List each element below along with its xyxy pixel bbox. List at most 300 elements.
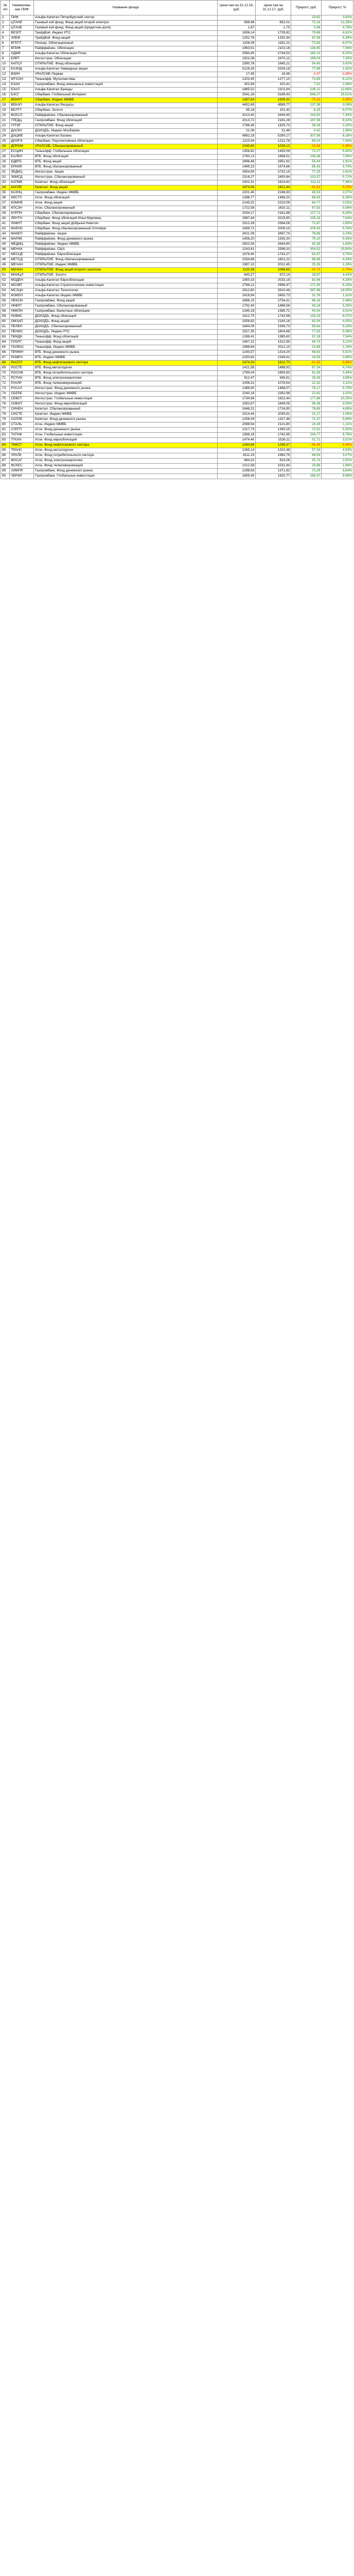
price-start: 2301,08 bbox=[218, 57, 256, 62]
fund-name: Атон. Сбалансированный bbox=[34, 206, 218, 211]
price-end: 1825,73 bbox=[256, 124, 291, 129]
row-number: 35 bbox=[1, 191, 10, 196]
fund-code: РУСАЛ bbox=[10, 386, 34, 392]
price-start: 1489,23 bbox=[218, 165, 256, 170]
row-number: 88 bbox=[1, 464, 10, 469]
price-change: 66,56 bbox=[291, 258, 322, 263]
row-number: 41 bbox=[1, 222, 10, 227]
price-change: 71,67 bbox=[291, 222, 322, 227]
percent-change: 2,46% bbox=[322, 299, 353, 304]
price-end: 16,98 bbox=[256, 72, 291, 77]
price-end: 2644,90 bbox=[256, 242, 291, 247]
price-start: 1317,73 bbox=[218, 428, 256, 433]
fund-code: ЧЕРКИ bbox=[10, 474, 34, 479]
fund-code: МЕТСД bbox=[10, 258, 34, 263]
price-change: 7,52 bbox=[291, 82, 322, 88]
fund-code: ТМКСТ bbox=[10, 443, 34, 448]
price-start: 1592,67 bbox=[218, 402, 256, 407]
fund-code: МИАКН bbox=[10, 268, 34, 273]
percent-change: 1,05% bbox=[322, 412, 353, 417]
price-change: 51,71 bbox=[291, 438, 322, 443]
price-end: 1660,79 bbox=[256, 453, 291, 459]
fund-name: Сбербанк. Фонд облигаций Илья Муромец bbox=[34, 216, 218, 222]
price-change: 79,17 bbox=[291, 386, 322, 392]
row-number: 65 bbox=[1, 345, 10, 350]
table-row bbox=[1, 222, 353, 227]
fund-code: ДИЗРЭ bbox=[10, 139, 34, 144]
percent-change: 1,91% bbox=[322, 160, 353, 165]
table-row bbox=[1, 355, 353, 361]
price-change: 95,64 bbox=[291, 325, 322, 330]
price-change: 94,18 bbox=[291, 304, 322, 309]
table-row bbox=[1, 263, 353, 268]
price-start: 1678,40 bbox=[218, 252, 256, 258]
percent-change: 2,20% bbox=[322, 124, 353, 129]
price-end: 1898,51 bbox=[256, 155, 291, 160]
fund-code: ВГЕПТ bbox=[10, 41, 34, 46]
fund-code: КОМНЕ bbox=[10, 201, 34, 206]
price-change: 57,34 bbox=[291, 448, 322, 453]
table-row bbox=[1, 412, 353, 417]
fund-name: Альфа-Капитал Технологии bbox=[34, 289, 218, 294]
row-number: 67 bbox=[1, 355, 10, 361]
fund-name: Ингосстрах. Облигации bbox=[34, 57, 218, 62]
row-number: 3 bbox=[1, 26, 10, 31]
fund-name: Сбербанк. Глобальный Интернет bbox=[34, 93, 218, 98]
table-row bbox=[1, 103, 353, 108]
fund-code: ОДМЕ bbox=[10, 52, 34, 57]
table-row bbox=[1, 242, 353, 247]
price-end: 1181,22 bbox=[256, 41, 291, 46]
row-number: 82 bbox=[1, 433, 10, 438]
fund-code: ВПИФ bbox=[10, 46, 34, 52]
price-end: 1735,82 bbox=[256, 31, 291, 36]
fund-code: ВЗИН bbox=[10, 72, 34, 77]
price-change: -19,48 bbox=[291, 144, 322, 149]
percent-change: 4,74% bbox=[322, 366, 353, 371]
percent-change: 3,75% bbox=[322, 252, 353, 258]
row-number: 66 bbox=[1, 350, 10, 355]
fund-code: КПСЗН bbox=[10, 206, 34, 211]
fund-name: Газпромбанк. Фонд смешанных инвестиций bbox=[34, 82, 218, 88]
fund-code: МЕДИЦ bbox=[10, 242, 34, 247]
price-start: 2418,94 bbox=[218, 294, 256, 299]
price-end: 2470,12 bbox=[256, 57, 291, 62]
row-number: 71 bbox=[1, 376, 10, 381]
price-end: 1314,20 bbox=[256, 350, 291, 355]
percent-change: -3,46% bbox=[322, 443, 353, 448]
percent-change: -1,86% bbox=[322, 144, 353, 149]
fund-code: БЗАЙ bbox=[10, 82, 34, 88]
price-end: 1614,42 bbox=[256, 180, 291, 185]
price-start: 1467,22 bbox=[218, 340, 256, 345]
fund-code: МЭКЕН bbox=[10, 294, 34, 299]
row-number: 20 bbox=[1, 113, 10, 118]
fund-code: ХИМПР bbox=[10, 469, 34, 474]
fund-code: СЕВСТ bbox=[10, 397, 34, 402]
price-end: 310,41 bbox=[256, 82, 291, 88]
fund-name: Сбербанк. Сбалансированный bbox=[34, 211, 218, 216]
row-number: 1 bbox=[1, 15, 10, 21]
price-start: 588,48 bbox=[218, 21, 256, 26]
percent-change: 1,52% bbox=[322, 67, 353, 72]
table-row bbox=[1, 443, 353, 448]
percent-change: 1,99% bbox=[322, 129, 353, 134]
price-end: 1912,44 bbox=[256, 397, 291, 402]
fund-code: ТГКАН bbox=[10, 438, 34, 443]
table-row bbox=[1, 422, 353, 428]
col-change-header: Прирост, руб. bbox=[291, 1, 322, 15]
price-end: 2744,53 bbox=[256, 52, 291, 57]
fund-name: Ингосстрах. Глобальные инвестиции bbox=[34, 397, 218, 402]
price-start: 1648,21 bbox=[218, 407, 256, 412]
percent-change: 3,65% bbox=[322, 376, 353, 381]
row-number: 38 bbox=[1, 206, 10, 211]
table-row bbox=[1, 258, 353, 263]
price-end: 1327,46 bbox=[256, 417, 291, 422]
price-end: 2450,84 bbox=[256, 175, 291, 180]
table-row bbox=[1, 52, 353, 57]
row-number: 36 bbox=[1, 196, 10, 201]
fund-name: Атон. Фонд облигаций bbox=[34, 196, 218, 201]
fund-code: ПИКДН bbox=[10, 335, 34, 340]
price-end: 1649,05 bbox=[256, 402, 291, 407]
percent-change: 8,32% bbox=[322, 118, 353, 124]
price-change: 39,28 bbox=[291, 124, 322, 129]
fund-name: Тинькофф. Мультиактивы bbox=[34, 77, 218, 82]
row-number: 62 bbox=[1, 330, 10, 335]
percent-change: 12,26% bbox=[322, 21, 353, 26]
percent-change: 5,08% bbox=[322, 206, 353, 211]
table-row bbox=[1, 62, 353, 67]
price-change: 77,25 bbox=[291, 170, 322, 175]
table-row bbox=[1, 366, 353, 371]
percent-change: 3,07% bbox=[322, 453, 353, 459]
percent-change: 6,57% bbox=[322, 108, 353, 113]
price-start: 2654,90 bbox=[218, 170, 256, 175]
row-number: 47 bbox=[1, 252, 10, 258]
price-start: 1588,18 bbox=[218, 433, 256, 438]
price-start: 1398,77 bbox=[218, 196, 256, 201]
row-number: 10 bbox=[1, 62, 10, 67]
fund-name: Альфа-Капитал Ресурсы bbox=[34, 103, 218, 108]
fund-name: ДОХОДЪ. Фонд облигаций bbox=[34, 314, 218, 319]
fund-code: РСТИН bbox=[10, 376, 34, 381]
price-start: 1722,58 bbox=[218, 206, 256, 211]
price-end: 652,01 bbox=[256, 21, 291, 26]
percent-change: 1,63% bbox=[322, 242, 353, 247]
percent-change: 5,08% bbox=[322, 330, 353, 335]
price-change: 54,45 bbox=[291, 62, 322, 67]
row-number: 54 bbox=[1, 289, 10, 294]
fund-code: ПРИМН bbox=[10, 350, 34, 355]
fund-name: ДОХОДЪ. Фонд акций bbox=[34, 319, 218, 325]
price-change: 77,88 bbox=[291, 67, 322, 72]
price-end: 1850,63 bbox=[256, 371, 291, 376]
fund-code: ЕДВТБ bbox=[10, 160, 34, 165]
fund-name: ВТБ. Фонд денежного рынка bbox=[34, 350, 218, 355]
price-change: 21,17 bbox=[291, 412, 322, 417]
price-end: 2754,31 bbox=[256, 299, 291, 304]
percent-change: 1,31% bbox=[322, 294, 353, 299]
row-number: 83 bbox=[1, 438, 10, 443]
percent-change: 25,51% bbox=[322, 93, 353, 98]
price-change: -30,73 bbox=[291, 268, 322, 273]
row-number: 85 bbox=[1, 448, 10, 453]
price-change: 40,54 bbox=[291, 309, 322, 314]
price-start: 1865,52 bbox=[218, 88, 256, 93]
row-number: 56 bbox=[1, 299, 10, 304]
price-start: 1245,57 bbox=[218, 350, 256, 355]
row-number: 64 bbox=[1, 340, 10, 345]
price-change: 22,82 bbox=[291, 392, 322, 397]
price-end: 2121,80 bbox=[256, 422, 291, 428]
row-number: 61 bbox=[1, 325, 10, 330]
fund-code: СОЛЛЕ bbox=[10, 417, 34, 422]
fund-code: ДАСКН bbox=[10, 129, 34, 134]
price-end: 2009,15 bbox=[256, 227, 291, 232]
table-row bbox=[1, 345, 353, 350]
price-change: 154,77 bbox=[291, 433, 322, 438]
price-end: 1604,88 bbox=[256, 330, 291, 335]
row-number: 7 bbox=[1, 46, 10, 52]
price-start: 1474,40 bbox=[218, 438, 256, 443]
percent-change: 7,64% bbox=[322, 216, 353, 222]
price-end: 1820,77 bbox=[256, 474, 291, 479]
price-end: 1908,32 bbox=[256, 98, 291, 103]
price-start: 2896,48 bbox=[218, 160, 256, 165]
fund-code: СБЕРБ bbox=[10, 392, 34, 397]
table-row bbox=[1, 474, 353, 479]
fund-code: ДАЦМЕ bbox=[10, 134, 34, 139]
price-start: 3421,08 bbox=[218, 232, 256, 237]
price-change: 76,69 bbox=[291, 407, 322, 412]
price-start: 1120,38 bbox=[218, 268, 256, 273]
price-change: 73,65 bbox=[291, 77, 322, 82]
price-end: 1574,66 bbox=[256, 165, 291, 170]
price-change: 73,27 bbox=[291, 149, 322, 155]
row-number: 79 bbox=[1, 417, 10, 422]
row-number: 77 bbox=[1, 407, 10, 412]
fund-code: РОСТЕ bbox=[10, 366, 34, 371]
percent-change: 5,51% bbox=[322, 350, 353, 355]
price-change: 67,34 bbox=[291, 366, 322, 371]
percent-change: 5,40% bbox=[322, 149, 353, 155]
table-row bbox=[1, 82, 353, 88]
fund-code: ПИФ bbox=[10, 15, 34, 21]
table-row bbox=[1, 433, 353, 438]
table-row bbox=[1, 304, 353, 309]
price-end: 2951,92 bbox=[256, 160, 291, 165]
percent-change: 5,25% bbox=[322, 304, 353, 309]
fund-name: Атон. Фонд электроэнергетики bbox=[34, 459, 218, 464]
price-end: 2210,09 bbox=[256, 201, 291, 206]
price-start: 5126,30 bbox=[218, 67, 256, 72]
percent-change: 5,74% bbox=[322, 165, 353, 170]
fund-name: Атон. Фонд еврооблигаций bbox=[34, 438, 218, 443]
price-change: -46,49 bbox=[291, 443, 322, 448]
fund-name: ОТКРЫТИЕ. Фонд сбалансированный bbox=[34, 258, 218, 263]
row-number: 58 bbox=[1, 309, 10, 314]
table-row bbox=[1, 417, 353, 422]
price-start: 1527,35 bbox=[218, 330, 256, 335]
fund-name: Газпромбанк. Глобальные инвестиции bbox=[34, 474, 218, 479]
percent-change: 4,34% bbox=[322, 258, 353, 263]
percent-change: 4,53% bbox=[322, 448, 353, 453]
fund-name: ВТБ. Фонд сбалансированный bbox=[34, 165, 218, 170]
percent-change: 7,35% bbox=[322, 57, 353, 62]
price-start: 1950,33 bbox=[218, 278, 256, 283]
table-row bbox=[1, 294, 353, 299]
fund-code: КАПЛЕ bbox=[10, 185, 34, 191]
price-change: 354,52 bbox=[291, 247, 322, 252]
price-change: 72,83 bbox=[291, 41, 322, 46]
percent-change: 1,02% bbox=[322, 392, 353, 397]
price-start: 1534,66 bbox=[218, 258, 256, 263]
row-number: 5 bbox=[1, 36, 10, 41]
price-end: 1512,95 bbox=[256, 340, 291, 345]
percent-change: 2,11% bbox=[322, 381, 353, 386]
table-row bbox=[1, 15, 353, 21]
fund-name: Райффайзен. Еврооблигации bbox=[34, 252, 218, 258]
price-end: 2598,33 bbox=[256, 247, 291, 252]
percent-change: 3,01% bbox=[322, 309, 353, 314]
price-change: 18,86 bbox=[291, 464, 322, 469]
table-row bbox=[1, 67, 353, 72]
row-number: 86 bbox=[1, 453, 10, 459]
table-row bbox=[1, 283, 353, 289]
fund-code: ЭЛЕФ bbox=[10, 36, 34, 41]
percent-change: 1,86% bbox=[322, 464, 353, 469]
price-start: 1734,58 bbox=[218, 397, 256, 402]
fund-code: МАКЕП bbox=[10, 232, 34, 237]
table-row bbox=[1, 165, 353, 170]
price-start: 2786,12 bbox=[218, 283, 256, 289]
table-row bbox=[1, 330, 353, 335]
price-end: 1939,73 bbox=[256, 325, 291, 330]
price-change: 85,43 bbox=[291, 165, 322, 170]
price-change: 236,12 bbox=[291, 88, 322, 93]
table-row bbox=[1, 289, 353, 294]
price-change: -61,63 bbox=[291, 361, 322, 366]
price-change: 62,87 bbox=[291, 252, 322, 258]
price-end: 3910,48 bbox=[256, 289, 291, 294]
row-number: 30 bbox=[1, 165, 10, 170]
percent-change: 10,25% bbox=[322, 397, 353, 402]
fund-code: КАПСЛ bbox=[10, 62, 34, 67]
percent-change: 2,91% bbox=[322, 459, 353, 464]
fund-name: УРАЛСИБ Первая bbox=[34, 72, 218, 77]
percent-change: 2,48% bbox=[322, 82, 353, 88]
price-start: 1874,06 bbox=[218, 185, 256, 191]
row-number: 2 bbox=[1, 21, 10, 26]
price-start: 1611,25 bbox=[218, 453, 256, 459]
fund-code: ЛИФЛТ bbox=[10, 222, 34, 227]
percent-change: 7,46% bbox=[322, 180, 353, 185]
row-number: 51 bbox=[1, 273, 10, 278]
price-end: 1078,54 bbox=[256, 381, 291, 386]
fund-code: КИСТЛ bbox=[10, 196, 34, 201]
price-end: 5204,18 bbox=[256, 67, 291, 72]
percent-change: 3,08% bbox=[322, 103, 353, 108]
row-number: 59 bbox=[1, 314, 10, 319]
percent-change: 2,91% bbox=[322, 170, 353, 175]
table-row bbox=[1, 113, 353, 118]
table-row bbox=[1, 278, 353, 283]
price-start: 1612,75 bbox=[218, 314, 256, 319]
price-end: 1322,48 bbox=[256, 448, 291, 453]
price-start: 1988,64 bbox=[218, 345, 256, 350]
percent-change: 18,05% bbox=[322, 289, 353, 294]
fund-code: МЕСЦЕ bbox=[10, 252, 34, 258]
price-end: 2101,64 bbox=[256, 88, 291, 93]
table-row bbox=[1, 88, 353, 93]
price-end: 1612,70 bbox=[256, 361, 291, 366]
price-start: 1012,58 bbox=[218, 464, 256, 469]
col-pct-header: Прирост, % bbox=[322, 1, 353, 15]
table-row bbox=[1, 26, 353, 31]
fund-code: КАЗНЦ bbox=[10, 191, 34, 196]
fund-code: ВЕКАП bbox=[10, 103, 34, 108]
price-start: 1421,58 bbox=[218, 366, 256, 371]
price-start: 1655,40 bbox=[218, 474, 256, 479]
price-change: -61,62 bbox=[291, 185, 322, 191]
price-start: 1265,14 bbox=[218, 448, 256, 453]
fund-name: Райффайзен. Облигации bbox=[34, 46, 218, 52]
price-end: 945,81 bbox=[256, 376, 291, 381]
row-number: 73 bbox=[1, 386, 10, 392]
table-row bbox=[1, 469, 353, 474]
price-change: 15,62 bbox=[291, 15, 322, 21]
price-start: 1792,40 bbox=[218, 304, 256, 309]
fund-name: ДОХОДЪ. Сбалансированный bbox=[34, 325, 218, 330]
price-end: 2169,41 bbox=[256, 355, 291, 361]
row-number: 45 bbox=[1, 242, 10, 247]
fund-code: ПЛЗЛТ bbox=[10, 340, 34, 345]
table-row bbox=[1, 459, 353, 464]
fund-code: ПЕЛЕН bbox=[10, 325, 34, 330]
percent-change: 5,68% bbox=[322, 417, 353, 422]
row-number: 23 bbox=[1, 129, 10, 134]
price-change: 76,66 bbox=[291, 232, 322, 237]
row-number: 76 bbox=[1, 402, 10, 407]
price-end: 1724,90 bbox=[256, 407, 291, 412]
percent-change: 9,99% bbox=[322, 474, 353, 479]
price-change: 42,35 bbox=[291, 242, 322, 247]
row-number: 13 bbox=[1, 77, 10, 82]
price-change: 18,59 bbox=[291, 355, 322, 361]
price-end: 1742,98 bbox=[256, 314, 291, 319]
percent-change: 2,85% bbox=[322, 222, 353, 227]
percent-change: 3,42% bbox=[322, 62, 353, 67]
fund-name: Альфа-Капитал Баланс bbox=[34, 134, 218, 139]
price-change: 71,37 bbox=[291, 417, 322, 422]
price-end: 1385,60 bbox=[256, 335, 291, 340]
price-end: 2102,16 bbox=[256, 46, 291, 52]
table-row bbox=[1, 98, 353, 103]
table-row bbox=[1, 211, 353, 216]
table-row bbox=[1, 36, 353, 41]
price-start: 1899,72 bbox=[218, 227, 256, 232]
row-number: 22 bbox=[1, 124, 10, 129]
table-row bbox=[1, 309, 353, 314]
row-number: 11 bbox=[1, 67, 10, 72]
percent-change: 5,39% bbox=[322, 36, 353, 41]
price-end: 1390,25 bbox=[256, 428, 291, 433]
col-name-header: Название фонда bbox=[34, 1, 218, 15]
fund-name: ОТКРЫТИЕ. Фонд облигаций bbox=[34, 62, 218, 67]
table-body bbox=[1, 15, 353, 479]
